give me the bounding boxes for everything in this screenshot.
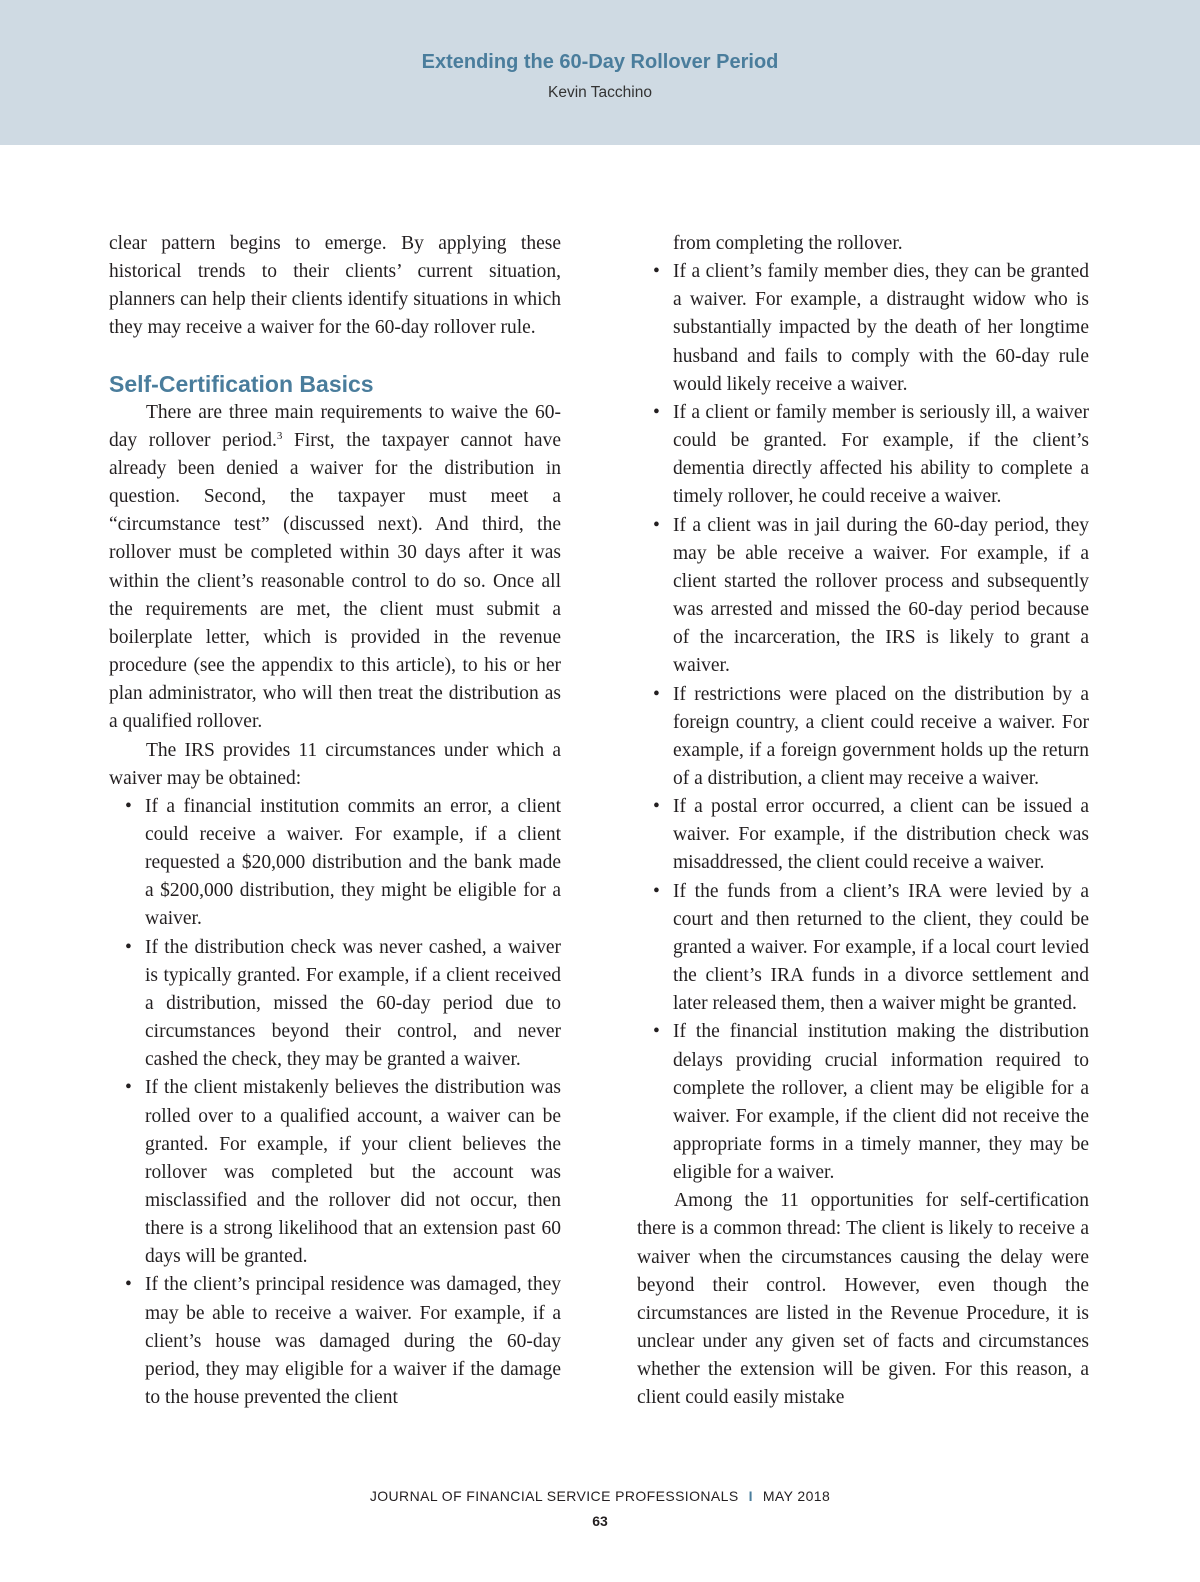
list-item: • If a client was in jail during the 60-day period, they may be able receive a waiver. For example, if a client started the rollover process and subsequently was arrested and missed the 60-day period because of the incarceration, the IRS is likely to grant a waiver. — [673, 512, 1089, 681]
list-item: • If a financial institution commits an error, a client could receive a waiver. For example, if a client requested a $20,000 distribution and the bank made a $200,000 distribution, they might be eligible for a waiver. — [145, 793, 561, 934]
left-bullet-list — [109, 793, 561, 1412]
right-column — [637, 230, 1089, 1413]
left-column — [109, 230, 561, 1412]
list-item: • If the financial institution making the distribution delays providing crucial information required to complete the rollover, a client may be eligible for a waiver. For example, if the client did not receive the appropriate forms in a timely manner, they may be eligible for a waiver. — [673, 1018, 1089, 1187]
page-number: 63 — [592, 1513, 608, 1529]
list-item: • If the client mistakenly believes the distribution was rolled over to a qualified account, a waiver can be granted. For example, if your client believes the rollover was completed but the account was misclassified and the rollover did not occur, then there is a strong likelihood that an extension past 60 days will be granted. — [145, 1074, 561, 1271]
issue-date: MAY 2018 — [762, 1488, 831, 1504]
circumstances-intro: The IRS provides 11 circumstances under which a waiver may be obtained: — [109, 739, 561, 789]
requirements-paragraph — [109, 399, 561, 737]
list-item: • If the client’s principal residence was damaged, they may be able to receive a waiver. For example, if a client’s house was damaged during the 60-day period, they may eligible for a waiver if the damage to the house prevented the client — [145, 1271, 561, 1412]
section-heading: Self-Certification Basics — [109, 370, 374, 397]
page-footer — [0, 1488, 1200, 1504]
intro-paragraph: clear pattern begins to emerge. By applying these historical trends to their clients’ current situation, planners can help their clients identify situations in which they may receive a waiver for the 60-day rollover rule. — [109, 233, 561, 339]
continued-bullet-text: from completing the rollover. — [673, 233, 903, 254]
list-item: • If the funds from a client’s IRA were levied by a court and then returned to the client, they could be granted a waiver. For example, if a local court levied the client’s IRA funds in a divorce settlement and later released them, then a waiver might be granted. — [673, 878, 1089, 1019]
footnote-marker: 3 — [276, 429, 283, 442]
requirements-text-part-1: There are three main requirements to waive the 60-day rollover period. — [109, 401, 561, 451]
article-title: Extending the 60-Day Rollover Period — [421, 51, 779, 73]
list-item: • If restrictions were placed on the distribution by a foreign country, a client could receive a waiver. For example, if a foreign government holds up the return of a distribution, a client may receive a waiver. — [673, 681, 1089, 794]
article-author: Kevin Tacchino — [548, 84, 652, 101]
footer-separator: I — [748, 1488, 753, 1504]
list-item: • If a client’s family member dies, they can be granted a waiver. For example, a distraught widow who is substantially impacted by the death of her longtime husband and fails to comply with the 60-day rule would likely receive a waiver. — [673, 258, 1089, 399]
right-bullet-list — [637, 258, 1089, 1187]
list-item: • If the distribution check was never cashed, a waiver is typically granted. For example, if a client received a distribution, missed the 60-day period due to circumstances beyond their control, and never cashed the check, they may be granted a waiver. — [145, 934, 561, 1075]
list-item: • If a client or family member is seriously ill, a waiver could be granted. For example, if the client’s dementia directly affected his ability to complete a timely rollover, he could receive a waiver. — [673, 399, 1089, 512]
requirements-text-part-2: First, the taxpayer cannot have already been denied a waiver for the distribution in question. Second, the taxpayer must meet a “circumstance test” (discussed next). And third, the rollover must be completed within 30 days after it was within the client’s reasonable control to do so. Once all the requirements are met, the client must submit a boilerplate letter, which is provided in the revenue procedure (see the appendix to this article), to his or her plan administrator, who will then treat the distribution as a qualified rollover. — [109, 429, 561, 733]
page-header — [0, 0, 1200, 145]
list-item: • If a postal error occurred, a client can be issued a waiver. For example, if the distribution check was misaddressed, the client could receive a waiver. — [673, 793, 1089, 877]
journal-name: JOURNAL OF FINANCIAL SERVICE PROFESSIONALS — [369, 1488, 739, 1504]
closing-paragraph: Among the 11 opportunities for self-certification there is a common thread: The client is likely to receive a waiver when the circumstances causing the delay were beyond their control. However, even though the circumstances are listed in the Revenue Procedure, it is unclear under any given set of facts and circumstances whether the extension will be given. For this reason, a client could easily mistake — [637, 1190, 1089, 1409]
